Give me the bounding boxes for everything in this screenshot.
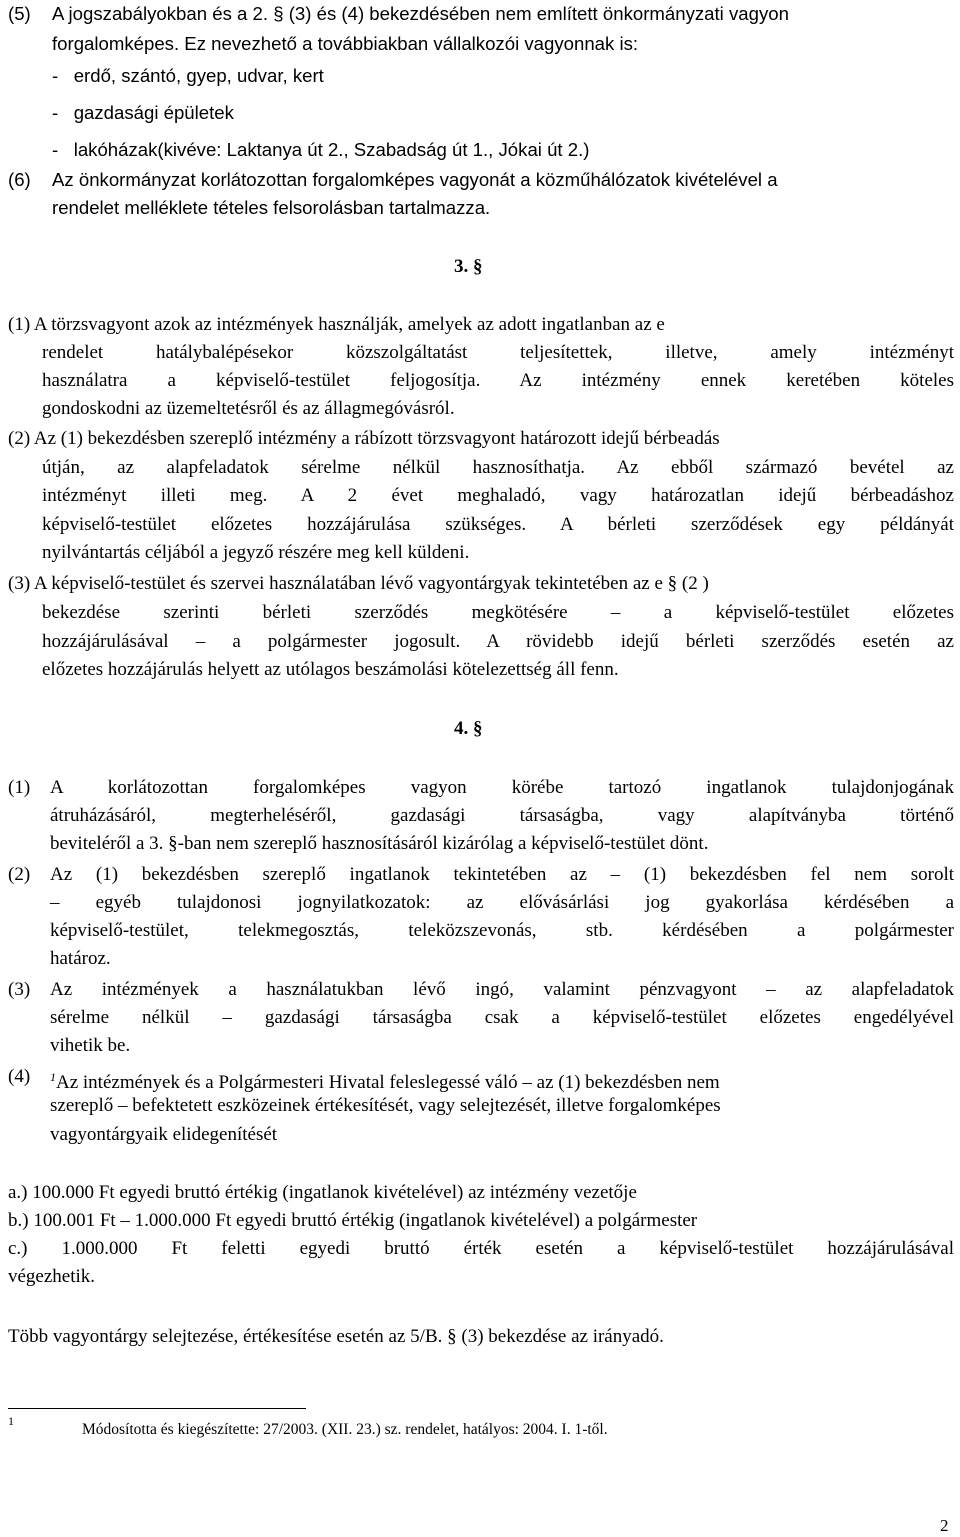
sec4-para-4-line-1	[50, 1065, 720, 1095]
para-6-line-2: rendelet melléklete tételes felsorolásban tartalmazza.	[52, 197, 491, 218]
sec3-para-2-line-1: (2) Az (1) bekezdésben szereplő intézmény a rábízott törzsvagyont határozott idejű bérbeadás	[8, 428, 720, 449]
sec3-para-3-line-4: előzetes hozzájárulás helyett az utólagos beszámolási kötelezettség áll fenn.	[42, 659, 619, 680]
limit-c-line-1: c.) 1.000.000 Ft feletti egyedi bruttó érték esetén a képviselő-testület hozzájárulásával	[8, 1238, 954, 1259]
sec4-para-3-line-3: vihetik be.	[50, 1035, 131, 1056]
sec3-para-2-line-2: útján, az alapfeladatok sérelme nélkül hasznosíthatja. Az ebből származó bevétel az	[42, 457, 954, 478]
para-6-number: (6)	[8, 169, 31, 190]
sec3-para-3-line-2: bekezdése szerinti bérleti szerződés megkötésére – a képviselő-testület előzetes	[42, 602, 954, 623]
sec3-para-1-line-3: használatra a képviselő-testület feljogosítja. Az intézmény ennek keretében köteles	[42, 370, 954, 391]
footnote-separator	[8, 1408, 306, 1409]
para-5-line-2: forgalomképes. Ez nevezhető a továbbiakban vállalkozói vagyonnak is:	[52, 33, 639, 54]
sec4-para-4-line-2: szereplő – befektetett eszközeinek értékesítését, vagy selejtezését, illetve forgalomképes	[50, 1095, 721, 1116]
sec4-para-3-line-2: sérelme nélkül – gazdasági társaságba csak a képviselő-testület előzetes engedélyével	[50, 1007, 954, 1028]
footnote-mark: 1	[8, 1414, 14, 1428]
footnote-reference: 1	[50, 1070, 56, 1084]
sec4-para-2-line-4: határoz.	[50, 948, 111, 969]
sec4-para-1-line-1: A korlátozottan forgalomképes vagyon körébe tartozó ingatlanok tulajdonjogának	[50, 777, 954, 798]
sec4-para-2-line-2: – egyéb tulajdonosi jognyilatkozatok: az elővásárlási jog gyakorlása kérdésében a	[50, 892, 954, 913]
sec4-para-2-line-3: képviselő-testület, telekmegosztás, teleközszevonás, stb. kérdésében a polgármester	[50, 920, 954, 941]
page-number: 2	[940, 1516, 949, 1535]
sec4-para-3-number: (3)	[8, 979, 31, 1000]
sec3-para-3-line-1: (3) A képviselő-testület és szervei használatában lévő vagyontárgyak tekintetében az e § (2 )	[8, 573, 709, 594]
sec4-para-4-line-3: vagyontárgyaik elidegenítését	[50, 1124, 278, 1145]
list-item: - gazdasági épületek	[52, 102, 234, 123]
sec4-para-2-line-1: Az (1) bekezdésben szereplő ingatlanok tekintetében az – (1) bekezdésben fel nem sorolt	[50, 864, 954, 885]
sec4-para-4-number: (4)	[8, 1066, 31, 1087]
limit-a: a.) 100.000 Ft egyedi bruttó értékig (ingatlanok kivételével) az intézmény vezetője	[8, 1182, 637, 1203]
sec3-para-1-line-1: (1) A törzsvagyont azok az intézmények használják, amelyek az adott ingatlanban az e	[8, 314, 665, 335]
sec3-para-2-line-4: képviselő-testület előzetes hozzájárulása szükséges. A bérleti szerződések egy példányát	[42, 514, 954, 535]
para-6-line-1-text: Az önkormányzat korlátozottan forgalomképes vagyonát a közműhálózatok kivételével a	[52, 169, 778, 190]
sec4-para-1-line-3: beviteléről a 3. §-ban nem szereplő hasznosításáról kizárólag a képviselő-testület dönt.	[50, 833, 709, 854]
sec3-para-1-line-4: gondoskodni az üzemeltetésről és az állagmegóvásról.	[42, 398, 455, 419]
list-item: - lakóházak(kivéve: Laktanya út 2., Szabadság út 1., Jókai út 2.)	[52, 139, 590, 160]
sec4-para-3-line-1: Az intézmények a használatukban lévő ingó, valamint pénzvagyont – az alapfeladatok	[50, 979, 954, 1000]
sec4-para-4-line-1-text: Az intézmények és a Polgármesteri Hivatal feleslegessé váló – az (1) bekezdésben nem	[56, 1072, 720, 1093]
footnote-text: Módosította és kiegészítette: 27/2003. (XII. 23.) sz. rendelet, hatályos: 2004. I. 1-től.	[82, 1421, 608, 1438]
para-5-line-1: A jogszabályokban és a 2. § (3) és (4) bekezdésében nem említett önkormányzati vagyon	[52, 3, 789, 24]
closing-sentence: Több vagyontárgy selejtezése, értékesítése esetén az 5/B. § (3) bekezdése az irányadó.	[8, 1326, 664, 1347]
sec4-para-1-line-2: átruházásáról, megterheléséről, gazdasági társaságba, vagy alapítványba történő	[50, 805, 954, 826]
sec3-para-3-line-3: hozzájárulásával – a polgármester jogosult. A rövidebb idejű bérleti szerződés esetén az	[42, 631, 954, 652]
sec4-para-2-number: (2)	[8, 864, 31, 885]
sec4-para-1-number: (1)	[8, 777, 31, 798]
section-4-heading: 4. §	[454, 718, 483, 739]
section-3-heading: 3. §	[454, 256, 483, 277]
para-6-line-1	[52, 168, 954, 192]
sec3-para-2-line-5: nyilvántartás céljából a jegyző részére meg kell küldeni.	[42, 542, 470, 563]
list-item: - erdő, szántó, gyep, udvar, kert	[52, 65, 324, 86]
limit-b: b.) 100.001 Ft – 1.000.000 Ft egyedi bruttó értékig (ingatlanok kivételével) a polgármester	[8, 1210, 698, 1231]
sec3-para-1-line-2: rendelet hatálybalépésekor közszolgáltatást teljesítettek, illetve, amely intézményt	[42, 342, 954, 363]
para-5-number: (5)	[8, 3, 31, 24]
sec3-para-2-line-3: intézményt illeti meg. A 2 évet meghaladó, vagy határozatlan idejű bérbeadáshoz	[42, 485, 954, 506]
limit-c-line-2: végezhetik.	[8, 1266, 96, 1287]
